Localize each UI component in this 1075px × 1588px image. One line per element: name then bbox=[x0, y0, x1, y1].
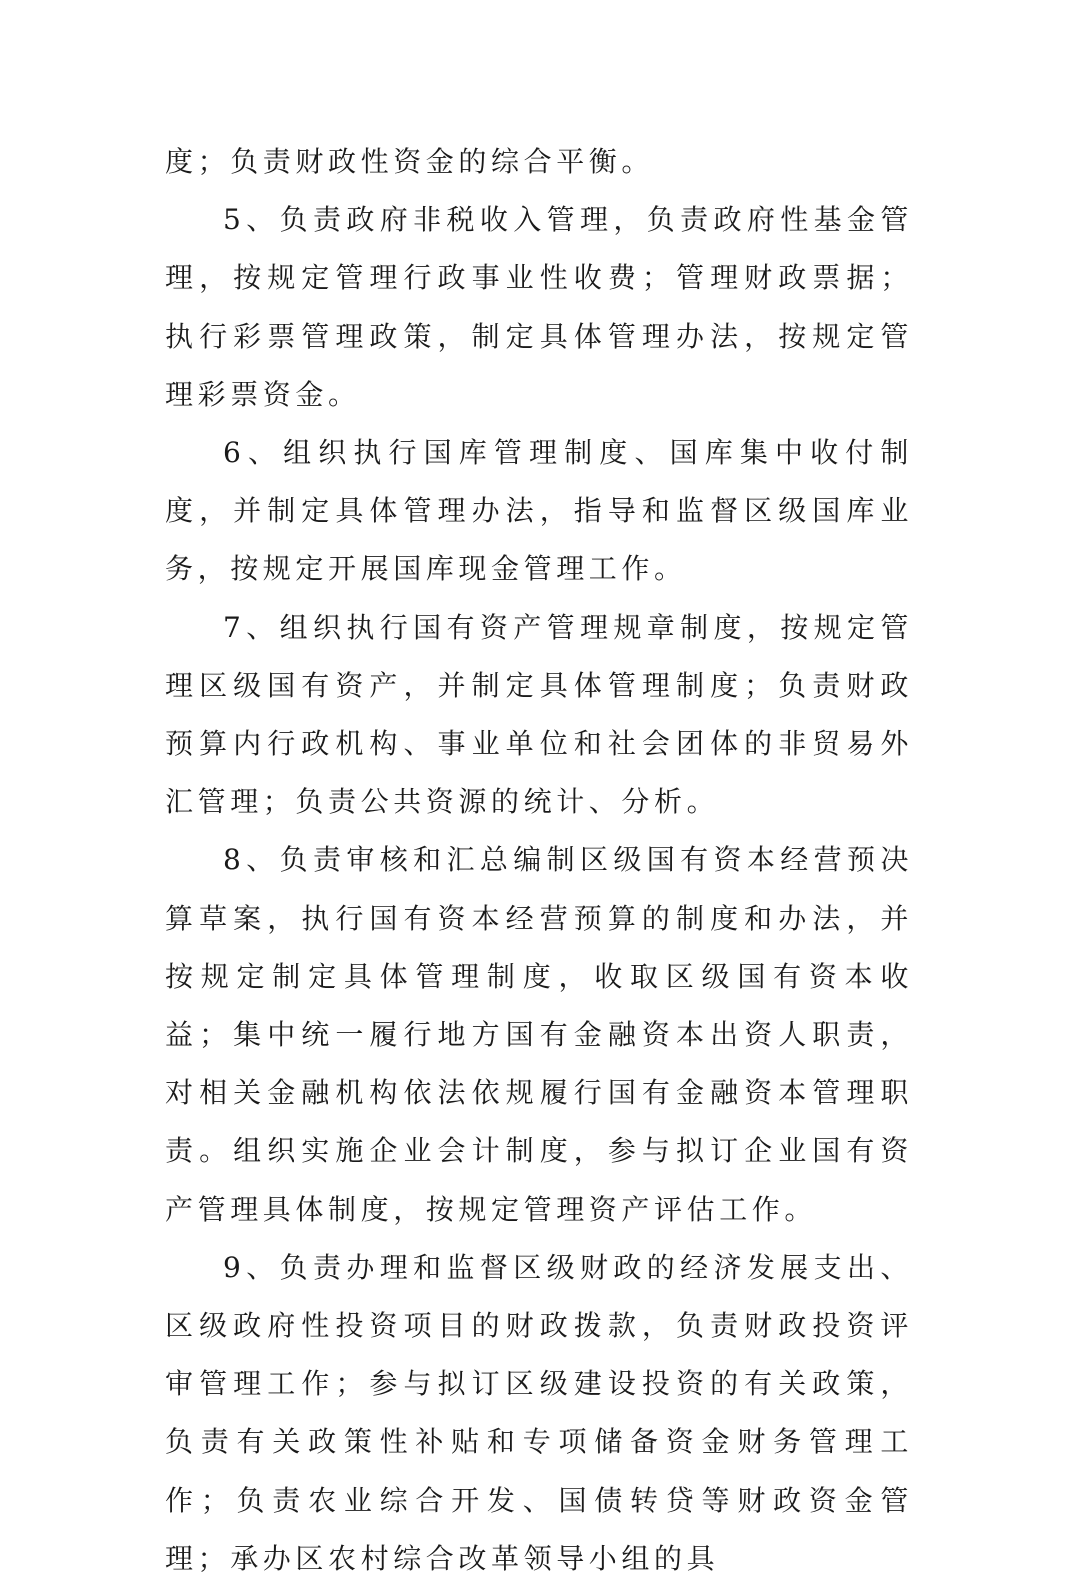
paragraph-item-6: 6、组织执行国库管理制度、国库集中收付制度，并制定具体管理办法，指导和监督区级国库业务，按规定开展国库现金管理工作。 bbox=[165, 436, 913, 586]
paragraph-item-5: 5、负责政府非税收入管理，负责政府性基金管理，按规定管理行政事业性收费；管理财政票据；执行彩票管理政策，制定具体管理办法，按规定管理彩票资金。 bbox=[165, 203, 913, 411]
document-body bbox=[165, 133, 913, 1588]
paragraph-continuation: 度；负责财政性资金的综合平衡。 bbox=[165, 145, 655, 178]
paragraph-item-8: 8、负责审核和汇总编制区级国有资本经营预决算草案，执行国有资本经营预算的制度和办法，并按规定制定具体管理制度，收取区级国有资本收益；集中统一履行地方国有金融资本出资人职责，对相关金融机构依法依规履行国有金融资本管理职责。组织实施企业会计制度，参与拟订企业国有资产管理具体制度，按规定管理资产评估工作。 bbox=[165, 843, 913, 1226]
paragraph-item-7: 7、组织执行国有资产管理规章制度，按规定管理区级国有资产，并制定具体管理制度；负责财政预算内行政机构、事业单位和社会团体的非贸易外汇管理；负责公共资源的统计、分析。 bbox=[165, 610, 913, 819]
paragraph-item-9: 9、负责办理和监督区级财政的经济发展支出、区级政府性投资项目的财政拨款，负责财政投资评审管理工作；参与拟订区级建设投资的有关政策，负责有关政策性补贴和专项储备资金财务管理工作；负责农业综合开发、国债转贷等财政资金管理；承办区农村综合改革领导小组的具 bbox=[165, 1250, 913, 1575]
